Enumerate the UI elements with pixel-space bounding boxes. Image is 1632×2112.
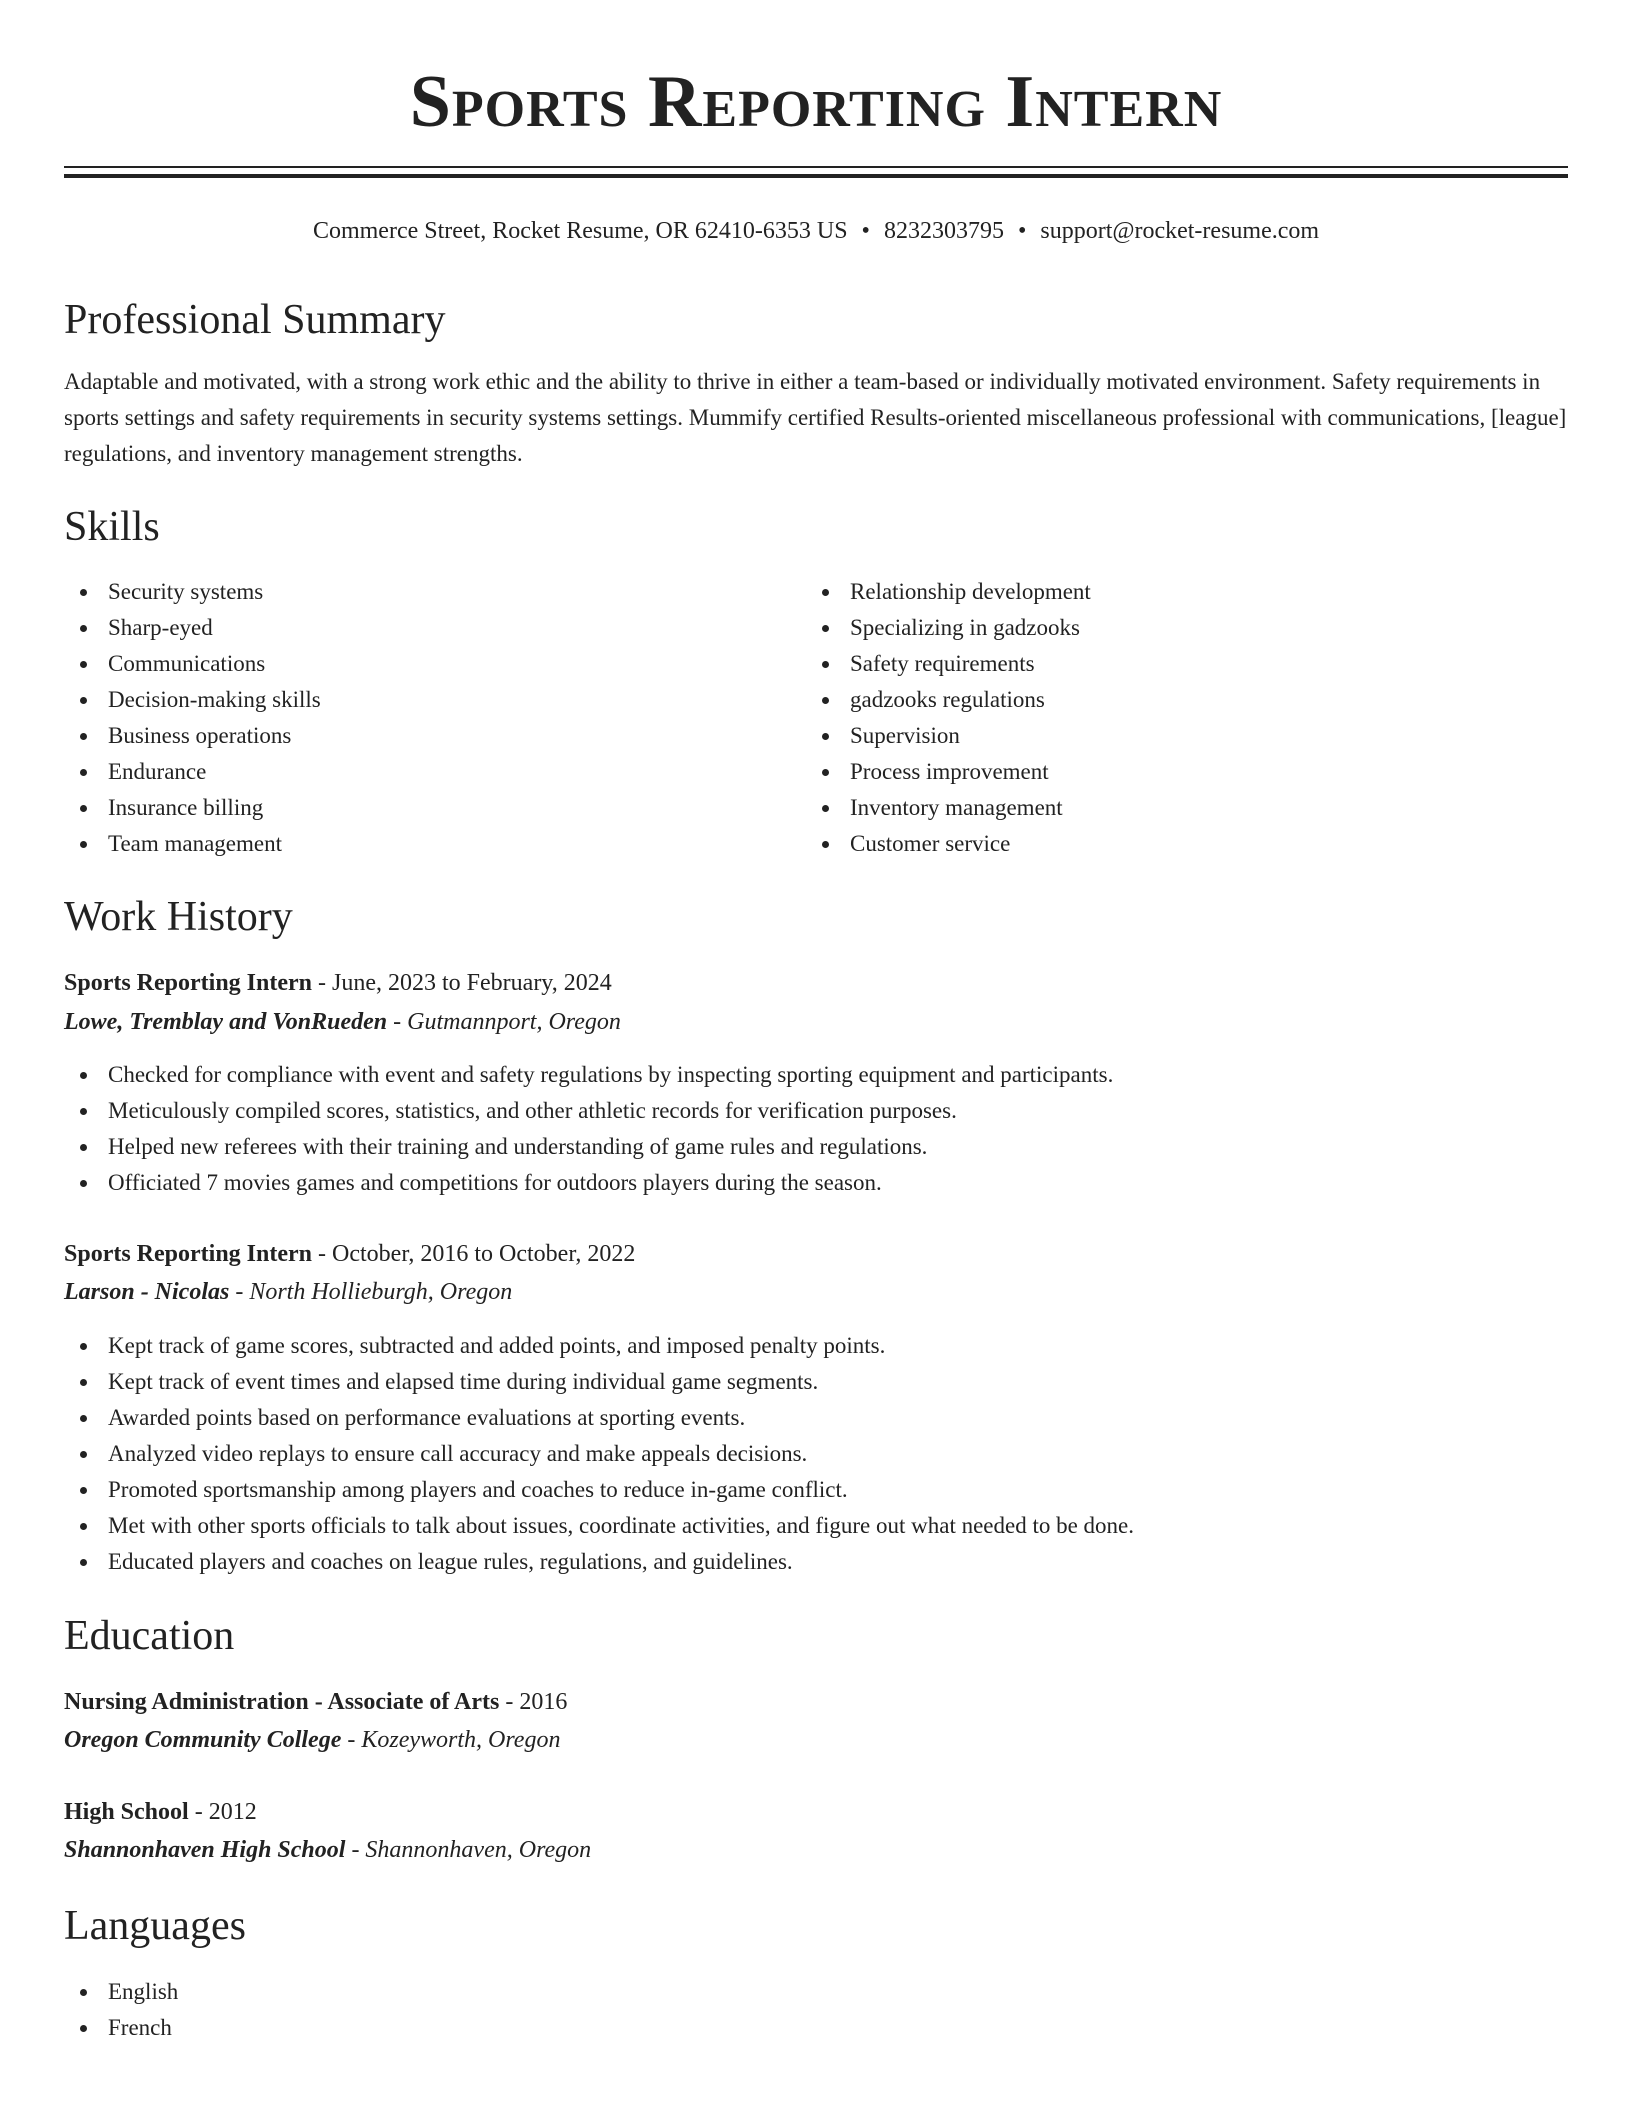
work-history-heading: Work History [64, 894, 293, 940]
skill-item: Communications [64, 646, 764, 682]
skill-item: Safety requirements [806, 646, 1566, 682]
skills-heading: Skills [64, 504, 160, 550]
skill-item: Insurance billing [64, 790, 764, 826]
skill-item: Sharp-eyed [64, 610, 764, 646]
skill-item: Process improvement [806, 754, 1566, 790]
job-duty: Meticulously compiled scores, statistics, and other athletic records for verification purposes. [64, 1093, 1568, 1129]
education-header [64, 1794, 257, 1830]
contact-separator: • [861, 218, 870, 244]
job-duty: Officiated 7 movies games and competitions for outdoors players during the season. [64, 1165, 1568, 1201]
job-duty: Helped new referees with their training and understanding of game rules and regulations. [64, 1129, 1568, 1165]
education-school: Shannonhaven High School [64, 1837, 346, 1863]
job-dates: - October, 2016 to October, 2022 [312, 1241, 636, 1267]
skill-item: Specializing in gadzooks [806, 610, 1566, 646]
contact-address: Commerce Street, Rocket Resume, OR 62410-6353 US [312, 218, 848, 244]
job-duty: Kept track of event times and elapsed time during individual game segments. [64, 1364, 1568, 1400]
skill-item: Team management [64, 826, 764, 862]
job-employer [64, 1274, 512, 1310]
skill-item: Supervision [806, 718, 1566, 754]
education-degree: Nursing Administration - Associate of Arts [64, 1689, 500, 1715]
job-title: Sports Reporting Intern [64, 970, 313, 996]
job-duty: Awarded points based on performance evaluations at sporting events. [64, 1400, 1568, 1436]
skills-list-right [806, 574, 1566, 862]
job-duty: Met with other sports officials to talk about issues, coordinate activities, and figure out what needed to be done. [64, 1508, 1568, 1544]
job-header [64, 965, 612, 1001]
job-duties-list [64, 1057, 1568, 1201]
skill-item: gadzooks regulations [806, 682, 1566, 718]
job-employer [64, 1004, 621, 1040]
job-duty: Checked for compliance with event and safety regulations by inspecting sporting equipment and participants. [64, 1057, 1568, 1093]
languages-list [64, 1974, 764, 2046]
candidate-name: Sports Reporting Intern [409, 61, 1223, 143]
contact-separator: • [1017, 218, 1027, 244]
skill-item: Relationship development [806, 574, 1566, 610]
job-dates: - June, 2023 to February, 2024 [312, 970, 612, 996]
summary-text: Adaptable and motivated, with a strong work ethic and the ability to thrive in either a team-based or individually motivated environment. Safety requirements in sports settings and safety requirements in security systems settings. Mummify certified Results-oriented miscellaneous professional with communications, [league] regulations, and inventory management strengths. [64, 369, 1567, 466]
language-item: French [64, 2010, 764, 2046]
language-item: English [64, 1974, 764, 2010]
education-degree: High School [64, 1799, 189, 1825]
header-divider-top [64, 166, 1568, 168]
job-duty: Promoted sportsmanship among players and coaches to reduce in-game conflict. [64, 1472, 1568, 1508]
skill-item: Security systems [64, 574, 764, 610]
education-heading: Education [64, 1613, 235, 1659]
job-duty: Analyzed video replays to ensure call accuracy and make appeals decisions. [64, 1436, 1568, 1472]
job-company: Lowe, Tremblay and VonRueden [64, 1009, 388, 1035]
education-location: - Shannonhaven, Oregon [345, 1837, 592, 1863]
job-location: - Gutmannport, Oregon [387, 1009, 621, 1035]
contact-phone: 8232303795 [883, 218, 1004, 244]
skill-item: Business operations [64, 718, 764, 754]
job-header [64, 1236, 635, 1272]
header-divider-bottom [64, 174, 1568, 178]
skill-item: Inventory management [806, 790, 1566, 826]
skills-list-left [64, 574, 764, 862]
job-duty: Kept track of game scores, subtracted and added points, and imposed penalty points. [64, 1328, 1568, 1364]
education-year: - 2016 [499, 1689, 568, 1715]
job-location: - North Hollieburgh, Oregon [229, 1279, 513, 1305]
job-duty: Educated players and coaches on league rules, regulations, and guidelines. [64, 1544, 1568, 1580]
job-title: Sports Reporting Intern [64, 1241, 313, 1267]
job-duties-list [64, 1328, 1568, 1580]
education-location: - Kozeyworth, Oregon [341, 1727, 561, 1753]
contact-line [0, 213, 1632, 249]
skill-item: Decision-making skills [64, 682, 764, 718]
education-header [64, 1684, 567, 1720]
languages-heading: Languages [64, 1903, 246, 1949]
education-school-line [64, 1832, 591, 1868]
education-school-line [64, 1722, 560, 1758]
skill-item: Endurance [64, 754, 764, 790]
skill-item: Customer service [806, 826, 1566, 862]
contact-email: support@rocket-resume.com [1040, 218, 1320, 244]
job-company: Larson - Nicolas [64, 1279, 230, 1305]
education-school: Oregon Community College [64, 1727, 342, 1753]
summary-heading: Professional Summary [64, 297, 446, 343]
education-year: - 2012 [188, 1799, 257, 1825]
